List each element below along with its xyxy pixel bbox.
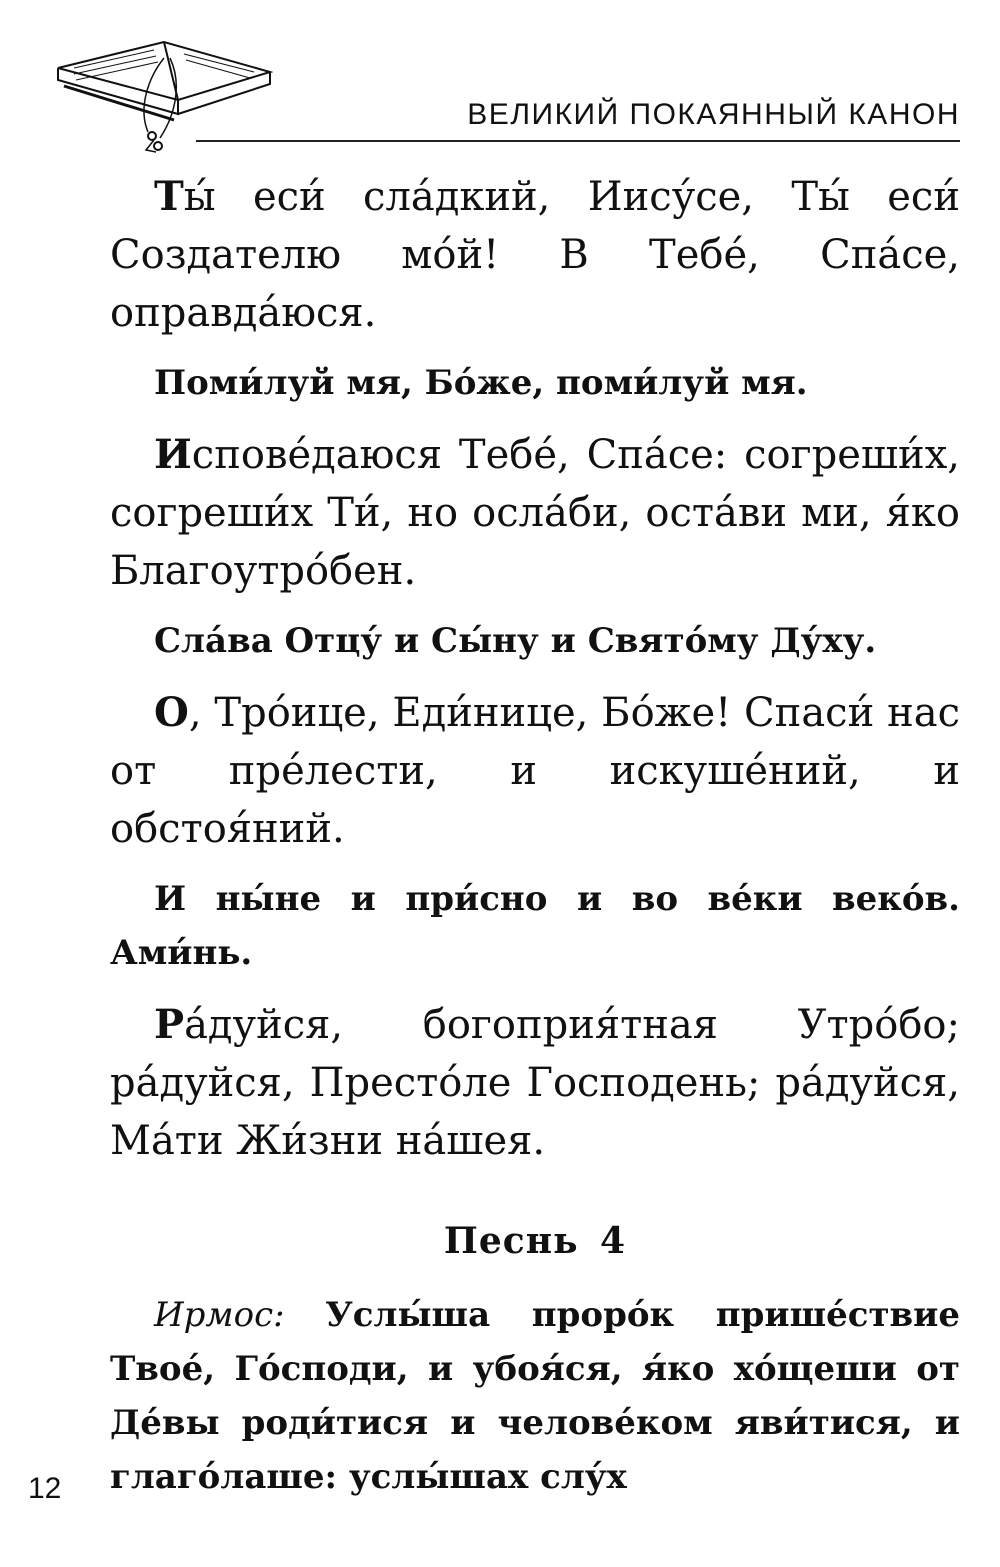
verse-2 <box>110 426 960 600</box>
page-number: 12 <box>28 1472 62 1505</box>
verse-2-text: спове́даюся Тебе́, Спа́се: согреши́х, согреши́х Ти́, но осла́би, оста́ви ми, я́ко Благоутро́бен. <box>110 432 960 594</box>
verse-1-text: ы́ еси́ сла́дкий, Иису́се, Ты́ еси́ Создателю мо́й! В Тебе́, Спа́се, оправда́юся. <box>110 174 960 336</box>
verse-3-initial: О <box>154 689 189 736</box>
refrain-1: Поми́луй мя, Бо́же, поми́луй мя. <box>154 363 808 403</box>
verse-1 <box>110 168 960 342</box>
verse-4 <box>110 996 960 1170</box>
verse-4-initial: Р <box>154 1001 185 1048</box>
irmos-label: Ирмос: <box>154 1295 285 1335</box>
verse-4-text: а́дуйся, богоприя́тная Утро́бо; ра́дуйся, Престо́ле Господень; ра́дуйся, Ма́ти Жи́зни на́шея. <box>110 1002 960 1164</box>
refrain-3: И ны́не и при́сно и во ве́ки веко́в. Ами́нь. <box>110 879 960 973</box>
irmos <box>110 1288 960 1504</box>
open-book-with-rosary-icon <box>44 28 280 156</box>
verse-3 <box>110 684 960 858</box>
verse-3-text: , Тро́ице, Еди́нице, Бо́же! Спаси́ нас от пре́лести, и искуше́ний, и обстоя́ний. <box>110 690 960 852</box>
refrain-2: Сла́ва Отцу́ и Сы́ну и Свято́му Ду́ху. <box>154 621 877 661</box>
ode-title: Песнь 4 <box>443 1220 627 1262</box>
header-divider <box>196 140 960 142</box>
page-body <box>110 168 960 1504</box>
verse-2-initial: И <box>154 431 192 478</box>
verse-1-initial: Т <box>154 173 184 220</box>
running-title: ВЕЛИКИЙ ПОКАЯННЫЙ КАНОН <box>467 98 960 131</box>
irmos-text: Услы́ша проро́к прише́ствие Твое́, Го́споди, и убоя́ся, я́ко хо́щеши от Де́вы роди́тися и челове́ком яви́тися, и глаго́лаше: услы́шах слу́х <box>110 1295 960 1497</box>
